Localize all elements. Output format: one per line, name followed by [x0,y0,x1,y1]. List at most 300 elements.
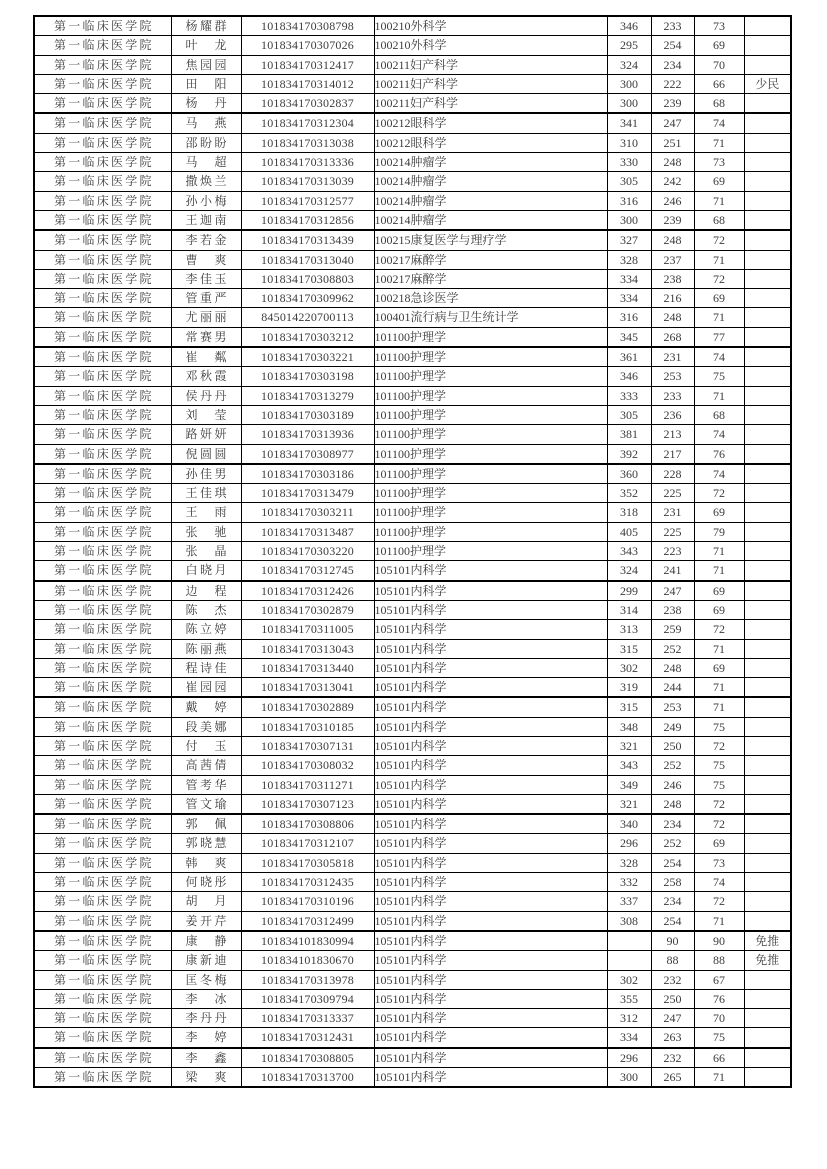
cell-score-2: 249 [651,717,694,736]
cell-score-3: 75 [694,756,744,775]
cell-college [34,405,171,424]
cell-student-name [171,639,241,658]
cell-score-2: 254 [651,853,694,872]
cell-score-3: 66 [694,74,744,93]
student-name-text: 康新迪 [185,953,227,968]
cell-student-name [171,522,241,541]
cell-college [34,172,171,191]
cell-score-2: 241 [651,561,694,581]
cell-major: 100214肿瘤学 [374,153,607,172]
cell-college [34,94,171,114]
cell-candidate-id: 101834170303212 [241,327,374,347]
cell-score-1: 381 [607,425,651,444]
student-name-text: 王雨 [185,505,227,520]
college-text: 第一临床医学院 [54,19,152,33]
cell-major: 105101内科学 [374,873,607,892]
college-text: 第一临床医学院 [54,875,152,890]
cell-major: 100217麻醉学 [374,269,607,288]
cell-major: 105101内科学 [374,639,607,658]
cell-score-1: 392 [607,444,651,464]
cell-score-1: 341 [607,113,651,133]
college-text: 第一临床医学院 [54,271,152,286]
cell-score-3: 76 [694,444,744,464]
cell-note [744,405,791,424]
cell-score-1: 321 [607,794,651,814]
cell-student-name [171,464,241,484]
table-row [34,250,791,269]
cell-major: 105101内科学 [374,620,607,639]
cell-candidate-id: 101834170305818 [241,853,374,872]
cell-score-3: 69 [694,289,744,308]
cell-score-3: 74 [694,113,744,133]
cell-score-1: 324 [607,55,651,74]
cell-candidate-id: 101834170313043 [241,639,374,658]
cell-score-3: 72 [694,484,744,503]
cell-score-1: 355 [607,989,651,1008]
cell-score-2: 225 [651,484,694,503]
cell-note [744,814,791,834]
cell-score-1: 321 [607,736,651,755]
table-row [34,210,791,230]
cell-score-3: 71 [694,911,744,931]
college-text: 第一临床医学院 [54,76,152,91]
student-name-text: 刘莹 [185,407,227,422]
student-name-text: 陈丽燕 [185,641,227,656]
cell-student-name [171,970,241,989]
cell-college [34,951,171,970]
cell-note [744,503,791,522]
cell-college [34,1009,171,1028]
college-text: 第一临床医学院 [54,738,152,753]
cell-note [744,717,791,736]
student-name-text: 张晶 [185,544,227,559]
cell-note [744,892,791,911]
college-text: 第一临床医学院 [54,583,152,598]
cell-candidate-id: 101834170303221 [241,347,374,367]
table-row [34,542,791,561]
student-name-text: 崔园园 [185,680,227,695]
college-text: 第一临床医学院 [54,796,152,811]
cell-score-1: 333 [607,386,651,405]
cell-college [34,678,171,698]
college-text: 第一临床医学院 [54,991,152,1006]
college-text: 第一临床医学院 [54,660,152,675]
cell-score-3: 72 [694,892,744,911]
cell-score-2: 216 [651,289,694,308]
cell-score-2: 252 [651,639,694,658]
cell-major: 101100护理学 [374,386,607,405]
cell-student-name [171,444,241,464]
cell-score-2: 250 [651,736,694,755]
cell-student-name [171,834,241,853]
table-row [34,697,791,717]
cell-student-name [171,678,241,698]
cell-major: 101100护理学 [374,444,607,464]
cell-score-2: 246 [651,191,694,210]
cell-candidate-id: 101834170313440 [241,658,374,677]
cell-student-name [171,542,241,561]
cell-note [744,1009,791,1028]
college-text: 第一临床医学院 [54,1050,152,1065]
cell-college [34,153,171,172]
cell-score-1: 345 [607,327,651,347]
student-name-text: 李若金 [185,233,227,248]
student-name-text: 郭佩 [185,817,227,832]
cell-score-1: 334 [607,269,651,288]
cell-major: 100211妇产科学 [374,94,607,114]
cell-score-2: 250 [651,989,694,1008]
cell-note [744,736,791,755]
cell-candidate-id: 101834170312426 [241,581,374,601]
cell-major: 105101内科学 [374,775,607,794]
cell-candidate-id: 101834170307131 [241,736,374,755]
cell-candidate-id: 101834170312745 [241,561,374,581]
cell-candidate-id: 101834170302889 [241,697,374,717]
cell-student-name [171,853,241,872]
student-name-text: 边程 [185,583,227,598]
cell-student-name [171,484,241,503]
table-row [34,269,791,288]
college-text: 第一临床医学院 [54,758,152,773]
table-row [34,853,791,872]
cell-score-2: 228 [651,464,694,484]
cell-college [34,658,171,677]
cell-candidate-id: 101834170308032 [241,756,374,775]
cell-score-1: 316 [607,308,651,327]
cell-student-name [171,1048,241,1068]
cell-major: 105101内科学 [374,951,607,970]
cell-major: 105101内科学 [374,911,607,931]
cell-note [744,484,791,503]
cell-major: 100214肿瘤学 [374,191,607,210]
student-name-text: 胡月 [185,894,227,909]
cell-score-2: 252 [651,834,694,853]
cell-score-2: 242 [651,172,694,191]
cell-major: 105101内科学 [374,989,607,1008]
cell-candidate-id: 101834170311005 [241,620,374,639]
cell-score-1: 346 [607,16,651,36]
cell-score-1: 315 [607,639,651,658]
student-name-text: 李丹丹 [185,1011,227,1026]
cell-student-name [171,94,241,114]
cell-note [744,230,791,250]
cell-score-3: 72 [694,794,744,814]
cell-score-3: 72 [694,230,744,250]
cell-student-name [171,697,241,717]
cell-score-3: 69 [694,600,744,619]
college-text: 第一临床医学院 [54,369,152,384]
cell-student-name [171,873,241,892]
cell-college [34,736,171,755]
cell-student-name [171,736,241,755]
cell-score-2: 234 [651,892,694,911]
cell-score-1: 328 [607,853,651,872]
student-name-text: 孙佳男 [185,466,227,481]
cell-major: 105101内科学 [374,717,607,736]
college-text: 第一临床医学院 [54,622,152,637]
cell-student-name [171,386,241,405]
cell-score-3: 68 [694,94,744,114]
cell-candidate-id: 101834170309962 [241,289,374,308]
cell-note [744,678,791,698]
cell-college [34,911,171,931]
cell-score-1: 300 [607,74,651,93]
cell-score-1: 324 [607,561,651,581]
cell-college [34,639,171,658]
cell-major: 100212眼科学 [374,113,607,133]
cell-score-3: 77 [694,327,744,347]
cell-candidate-id: 101834170313336 [241,153,374,172]
cell-college [34,36,171,55]
cell-college [34,873,171,892]
table-row [34,289,791,308]
cell-major: 101100护理学 [374,484,607,503]
college-text: 第一临床医学院 [54,602,152,617]
student-name-text: 叶龙 [185,38,227,53]
cell-note [744,367,791,386]
cell-candidate-id: 845014220700113 [241,308,374,327]
cell-score-3: 74 [694,873,744,892]
college-text: 第一临床医学院 [54,174,152,189]
cell-student-name [171,581,241,601]
college-text: 第一临床医学院 [54,96,152,111]
cell-note: 少民 [744,74,791,93]
cell-candidate-id: 101834170310185 [241,717,374,736]
cell-score-1: 300 [607,1068,651,1088]
cell-score-2: 247 [651,1009,694,1028]
student-name-text: 杨耀群 [185,19,227,33]
student-name-text: 焦园园 [185,57,227,72]
cell-major: 105101内科学 [374,561,607,581]
cell-candidate-id: 101834170307026 [241,36,374,55]
cell-score-2: 265 [651,1068,694,1088]
student-name-text: 张驰 [185,524,227,539]
cell-score-3: 71 [694,639,744,658]
cell-major: 100215康复医学与理疗学 [374,230,607,250]
cell-college [34,113,171,133]
cell-note [744,464,791,484]
cell-student-name [171,36,241,55]
table-row [34,931,791,951]
student-name-text: 管重严 [185,291,227,306]
student-name-text: 邓秋霞 [185,369,227,384]
cell-major: 101100护理学 [374,503,607,522]
cell-student-name [171,367,241,386]
cell-score-2: 253 [651,367,694,386]
table-row [34,736,791,755]
college-text: 第一临床医学院 [54,446,152,461]
table-row [34,133,791,152]
cell-candidate-id: 101834170303189 [241,405,374,424]
student-name-text: 常赛男 [185,329,227,344]
cell-major: 101100护理学 [374,464,607,484]
cell-note [744,289,791,308]
cell-score-2: 237 [651,250,694,269]
cell-score-3: 69 [694,581,744,601]
cell-candidate-id: 101834170309794 [241,989,374,1008]
cell-college [34,581,171,601]
cell-score-3: 75 [694,717,744,736]
cell-candidate-id: 101834170303211 [241,503,374,522]
cell-student-name [171,74,241,93]
cell-score-2: 246 [651,775,694,794]
student-name-text: 邵盼盼 [185,135,227,150]
cell-score-1: 313 [607,620,651,639]
cell-score-2: 252 [651,756,694,775]
cell-student-name [171,405,241,424]
college-text: 第一临床医学院 [54,1030,152,1045]
cell-major: 105101内科学 [374,931,607,951]
cell-score-2: 223 [651,542,694,561]
cell-score-2: 233 [651,16,694,36]
cell-score-2: 232 [651,970,694,989]
student-name-text: 陈杰 [185,602,227,617]
cell-score-3: 72 [694,814,744,834]
cell-student-name [171,1068,241,1088]
cell-major: 105101内科学 [374,600,607,619]
cell-score-2: 233 [651,386,694,405]
cell-score-1: 346 [607,367,651,386]
cell-score-1: 361 [607,347,651,367]
student-name-text: 郭晓慧 [185,836,227,851]
cell-candidate-id: 101834170313040 [241,250,374,269]
cell-note [744,873,791,892]
cell-student-name [171,1009,241,1028]
cell-score-3: 69 [694,172,744,191]
cell-score-2: 254 [651,36,694,55]
student-name-text: 路妍妍 [185,427,227,442]
table-row [34,911,791,931]
cell-college [34,210,171,230]
cell-score-1: 352 [607,484,651,503]
cell-score-1: 328 [607,250,651,269]
cell-score-2: 239 [651,94,694,114]
cell-student-name [171,269,241,288]
student-name-text: 孙小梅 [185,193,227,208]
student-name-text: 程诗佳 [185,660,227,675]
cell-major: 101100护理学 [374,425,607,444]
college-text: 第一临床医学院 [54,135,152,150]
table-row [34,308,791,327]
cell-score-2: 259 [651,620,694,639]
cell-college [34,133,171,152]
cell-major: 105101内科学 [374,1068,607,1088]
cell-score-2: 251 [651,133,694,152]
cell-student-name [171,113,241,133]
cell-score-3: 68 [694,405,744,424]
cell-score-2: 258 [651,873,694,892]
table-row [34,522,791,541]
cell-college [34,620,171,639]
student-name-text: 高茜倩 [185,758,227,773]
student-name-text: 段美娜 [185,719,227,734]
cell-student-name [171,1028,241,1048]
cell-score-3: 69 [694,834,744,853]
cell-score-3: 73 [694,16,744,36]
table-row [34,503,791,522]
cell-score-1: 349 [607,775,651,794]
table-row [34,1048,791,1068]
cell-major: 100217麻醉学 [374,250,607,269]
cell-college [34,561,171,581]
student-name-text: 何晓彤 [185,875,227,890]
table-row [34,970,791,989]
cell-student-name [171,911,241,931]
cell-candidate-id: 101834170308803 [241,269,374,288]
cell-major: 101100护理学 [374,327,607,347]
college-text: 第一临床医学院 [54,310,152,325]
cell-note [744,444,791,464]
cell-major: 105101内科学 [374,658,607,677]
cell-major: 100211妇产科学 [374,74,607,93]
cell-note [744,425,791,444]
table-row [34,581,791,601]
cell-score-1: 343 [607,542,651,561]
table-row [34,484,791,503]
cell-score-1: 319 [607,678,651,698]
cell-candidate-id: 101834170311271 [241,775,374,794]
cell-college [34,425,171,444]
college-text: 第一临床医学院 [54,817,152,832]
cell-major: 105101内科学 [374,1009,607,1028]
cell-note [744,16,791,36]
cell-note [744,1048,791,1068]
cell-college [34,269,171,288]
cell-score-1: 310 [607,133,651,152]
cell-score-3: 66 [694,1048,744,1068]
cell-major: 100214肿瘤学 [374,210,607,230]
student-name-text: 王迦南 [185,212,227,227]
student-name-text: 田阳 [185,76,227,91]
cell-candidate-id: 101834170313479 [241,484,374,503]
cell-college [34,484,171,503]
table-row [34,113,791,133]
cell-candidate-id: 101834170308806 [241,814,374,834]
student-name-text: 梁爽 [185,1070,227,1085]
table-row [34,16,791,36]
cell-college [34,347,171,367]
cell-score-2: 248 [651,794,694,814]
score-roster-table [33,15,792,1088]
cell-note [744,561,791,581]
cell-score-1: 340 [607,814,651,834]
table-row [34,561,791,581]
table-row [34,639,791,658]
cell-major: 101100护理学 [374,522,607,541]
cell-score-3: 69 [694,36,744,55]
college-text: 第一临床医学院 [54,913,152,928]
college-text: 第一临床医学院 [54,563,152,578]
cell-score-3: 88 [694,951,744,970]
cell-score-2: 248 [651,308,694,327]
cell-score-2: 247 [651,113,694,133]
cell-college [34,756,171,775]
cell-score-1: 348 [607,717,651,736]
cell-college [34,1028,171,1048]
college-text: 第一临床医学院 [54,116,152,131]
table-row [34,989,791,1008]
table-row [34,794,791,814]
cell-student-name [171,503,241,522]
cell-student-name [171,600,241,619]
cell-major: 105101内科学 [374,814,607,834]
cell-note [744,94,791,114]
cell-score-2: 254 [651,911,694,931]
cell-score-2: 244 [651,678,694,698]
college-text: 第一临床医学院 [54,57,152,72]
cell-score-3: 71 [694,561,744,581]
table-row [34,892,791,911]
